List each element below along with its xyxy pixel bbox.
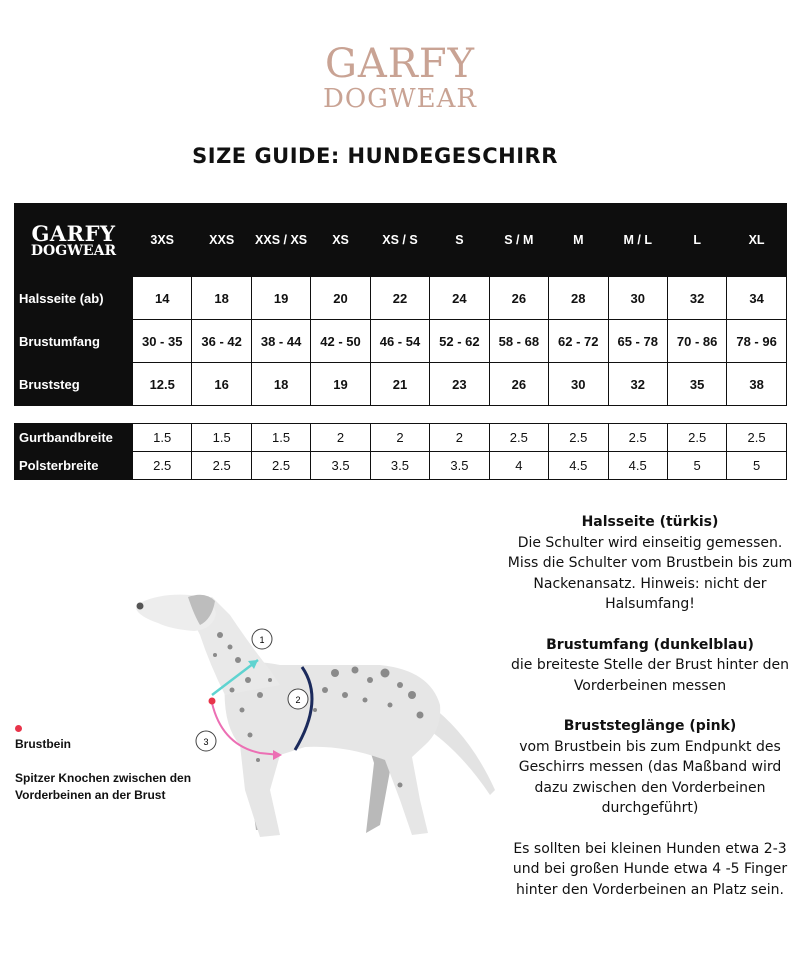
size-table xyxy=(14,203,787,406)
size-header: L xyxy=(667,204,726,277)
dog-diagram xyxy=(130,585,500,855)
table-logo-line2: DOGWEAR xyxy=(30,242,117,259)
strap-cell: 1.5 xyxy=(251,424,310,452)
brand-line1: GARFY xyxy=(324,41,476,87)
info-strap-text: vom Brustbein bis zum Endpunkt des Geschirrs messen (das Maßband wird dazu zwischen den Vorderbeinen durchgeführt) xyxy=(518,738,782,816)
size-cell: 42 - 50 xyxy=(311,320,370,363)
row-label: Polsterbreite xyxy=(15,452,133,480)
strap-cell: 2 xyxy=(311,424,370,452)
strap-row xyxy=(15,424,787,452)
marker-2-label: 2 xyxy=(295,695,301,705)
marker-2 xyxy=(288,689,308,709)
row-label: Halsseite (ab) xyxy=(15,277,133,320)
size-cell: 19 xyxy=(311,363,370,406)
strap-cell: 2.5 xyxy=(727,424,786,452)
strap-cell: 2.5 xyxy=(133,452,192,480)
size-header: XXS xyxy=(192,204,251,277)
size-header: M xyxy=(549,204,608,277)
strap-cell: 4 xyxy=(489,452,548,480)
strap-cell: 2 xyxy=(430,424,489,452)
size-cell: 21 xyxy=(370,363,429,406)
table-logo-cell xyxy=(15,204,133,277)
legend-title: Brustbein xyxy=(15,737,72,751)
sternum-legend-dot xyxy=(15,725,22,732)
table-logo xyxy=(15,220,132,259)
size-cell: 38 xyxy=(727,363,786,406)
size-header: XS xyxy=(311,204,370,277)
marker-3 xyxy=(196,731,216,751)
strap-table xyxy=(14,423,787,480)
size-row xyxy=(15,277,787,320)
row-label: Brustumfang xyxy=(15,320,133,363)
info-neck-heading: Halsseite (türkis) xyxy=(581,514,719,530)
legend-description: Spitzer Knochen zwischen den Vorderbeinen an der Brust xyxy=(15,771,192,802)
measurement-info xyxy=(505,512,795,920)
size-cell: 30 xyxy=(549,363,608,406)
strap-cell: 2.5 xyxy=(608,424,667,452)
strap-cell: 2.5 xyxy=(489,424,548,452)
size-cell: 78 - 96 xyxy=(727,320,786,363)
strap-cell: 5 xyxy=(667,452,726,480)
strap-cell: 2.5 xyxy=(192,452,251,480)
size-cell: 30 - 35 xyxy=(133,320,192,363)
size-header: S / M xyxy=(489,204,548,277)
info-chest-text: die breiteste Stelle der Brust hinter den Vorderbeinen messen xyxy=(511,657,789,694)
info-strap xyxy=(505,716,795,819)
strap-cell: 5 xyxy=(727,452,786,480)
info-chest-heading: Brustumfang (dunkelblau) xyxy=(546,636,754,653)
strap-cell: 3.5 xyxy=(370,452,429,480)
size-cell: 18 xyxy=(192,277,251,320)
info-strap-heading: Bruststeglänge (pink) xyxy=(563,718,737,734)
strap-row xyxy=(15,452,787,480)
size-header: 3XS xyxy=(133,204,192,277)
size-cell: 22 xyxy=(370,277,429,320)
size-cell: 36 - 42 xyxy=(192,320,251,363)
size-row xyxy=(15,320,787,363)
info-chest xyxy=(505,635,795,697)
size-cell: 26 xyxy=(489,363,548,406)
size-cell: 24 xyxy=(430,277,489,320)
marker-3-label: 3 xyxy=(203,737,209,747)
size-cell: 65 - 78 xyxy=(608,320,667,363)
size-header: M / L xyxy=(608,204,667,277)
sternum-point xyxy=(209,698,216,705)
size-cell: 32 xyxy=(667,277,726,320)
strap-cell: 2.5 xyxy=(549,424,608,452)
dog-nose xyxy=(137,603,144,610)
size-cell: 16 xyxy=(192,363,251,406)
size-header: XL xyxy=(727,204,786,277)
size-cell: 18 xyxy=(251,363,310,406)
size-cell: 70 - 86 xyxy=(667,320,726,363)
size-cell: 58 - 68 xyxy=(489,320,548,363)
marker-1 xyxy=(252,629,272,649)
size-cell: 23 xyxy=(430,363,489,406)
strap-cell: 2.5 xyxy=(251,452,310,480)
size-cell: 14 xyxy=(133,277,192,320)
strap-cell: 4.5 xyxy=(549,452,608,480)
size-cell: 30 xyxy=(608,277,667,320)
size-header: XS / S xyxy=(370,204,429,277)
size-header: XXS / XS xyxy=(251,204,310,277)
size-cell: 20 xyxy=(311,277,370,320)
row-label: Gurtbandbreite xyxy=(15,424,133,452)
strap-cell: 2 xyxy=(370,424,429,452)
strap-cell: 3.5 xyxy=(430,452,489,480)
size-header: S xyxy=(430,204,489,277)
size-cell: 28 xyxy=(549,277,608,320)
info-note: Es sollten bei kleinen Hunden etwa 2-3 und bei großen Hunde etwa 4 -5 Finger hinter den Vorderbeinen an Platz sein. xyxy=(512,840,788,898)
brand-line2: DOGWEAR xyxy=(323,84,477,114)
size-cell: 38 - 44 xyxy=(251,320,310,363)
size-cell: 19 xyxy=(251,277,310,320)
size-cell: 32 xyxy=(608,363,667,406)
strap-cell: 3.5 xyxy=(311,452,370,480)
strap-cell: 1.5 xyxy=(133,424,192,452)
size-row xyxy=(15,363,787,406)
size-header-row xyxy=(15,204,787,277)
strap-cell: 2.5 xyxy=(667,424,726,452)
table-logo-line1: GARFY xyxy=(31,220,116,246)
size-cell: 35 xyxy=(667,363,726,406)
size-cell: 26 xyxy=(489,277,548,320)
marker-1-label: 1 xyxy=(259,635,265,645)
row-label: Bruststeg xyxy=(15,363,133,406)
size-cell: 12.5 xyxy=(133,363,192,406)
info-neck-text: Die Schulter wird einseitig gemessen. Miss die Schulter vom Brustbein bis zum Nackenansatz. Hinweis: nicht der Halsumfang! xyxy=(507,534,793,612)
strap-cell: 4.5 xyxy=(608,452,667,480)
size-cell: 52 - 62 xyxy=(430,320,489,363)
page-title: SIZE GUIDE: HUNDEGESCHIRR xyxy=(192,144,558,168)
info-neck xyxy=(505,512,795,615)
size-cell: 34 xyxy=(727,277,786,320)
size-cell: 62 - 72 xyxy=(549,320,608,363)
strap-cell: 1.5 xyxy=(192,424,251,452)
brand-logo xyxy=(0,41,800,114)
size-cell: 46 - 54 xyxy=(370,320,429,363)
